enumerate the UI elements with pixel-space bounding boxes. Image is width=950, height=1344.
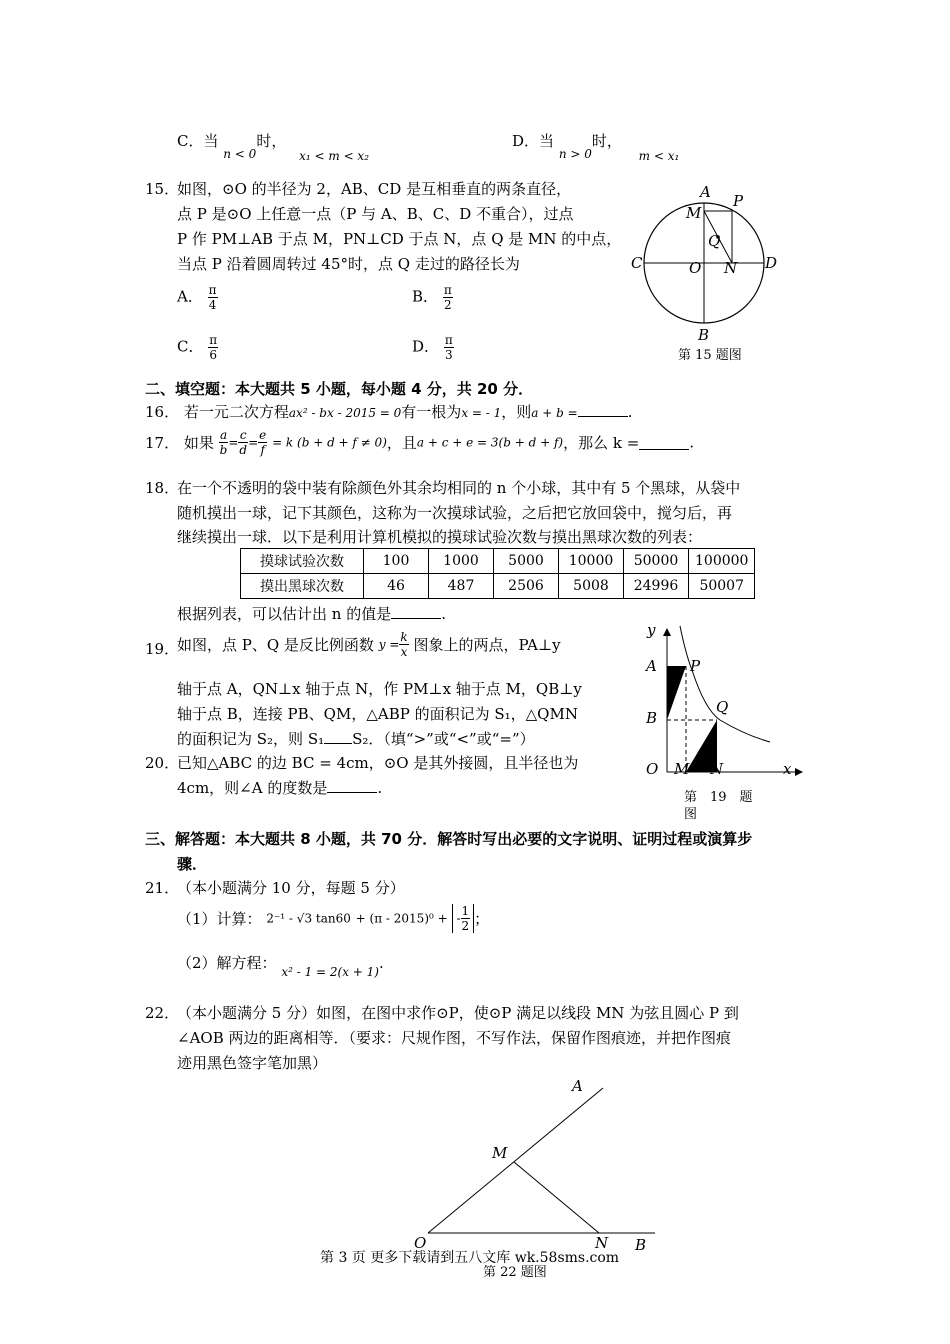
q19-line4b: S₂．（填“>”或“<”或“=”） [352,730,535,748]
q22-text-line2: ∠AOB 两边的距离相等．（要求：尺规作图，不写作法，保留作图痕迹，并把作图痕 [177,1029,731,1047]
q21-number: 21． [145,879,180,897]
q21-part2-label: （2）解方程： [177,954,277,972]
table-cell: 46 [364,574,429,599]
table-cell: 2506 [494,574,559,599]
q15-label-o: O [689,259,702,277]
q16-answer-blank[interactable] [578,402,628,417]
q17-pre: 如果 [183,434,214,452]
q17-condition: a + c + e = 3(b + d + f) [416,435,564,450]
q18-text-line2: 随机摸出一球，记下其颜色，这称为一次摸球试验，之后把它放回袋中，搅匀后，再 [177,504,733,522]
q19-func: y = [378,637,400,652]
q15-option-a [177,283,218,312]
q19-label-n: N [710,760,724,778]
q18-end: . [441,605,446,623]
q21-part1 [177,904,489,933]
q14-d-label: D．当 [512,132,555,150]
table-cell: 24996 [624,574,689,599]
q14-d-tail: 时， [591,132,622,150]
q16-post: ，则 [501,403,532,421]
q17-end: . [689,433,695,452]
q15-d-label: D． [412,337,440,356]
q22-caption: 第 22 题图 [483,1265,547,1280]
q17-fraction-ef: $\frac{e}{f}$ [259,428,267,457]
q15-figure [620,178,790,363]
q15-label-q: Q [708,232,721,250]
q15-label-d: D [765,254,778,272]
q16-end: . [627,403,633,421]
q16-ask: a + b = [531,406,578,420]
q14-d-expr: m < x₁ [638,149,680,163]
q20-answer-blank[interactable] [327,778,377,793]
q15-label-m: M [686,204,702,222]
q19-label-a: A [646,657,657,675]
q15-b-label: B． [412,287,439,306]
q19-answer-blank[interactable] [324,729,352,744]
q20-line2 [177,777,382,798]
q19-label-m: M [674,760,690,778]
q17-number: 17． [145,434,180,452]
table-row [241,574,755,599]
q19-text-line2: 轴于点 A，QN⊥x 轴于点 N，作 PM⊥x 轴于点 M，QB⊥y [177,680,582,698]
q22-label-b: B [635,1236,647,1254]
q20-text-line1: 已知△ABC 的边 BC = 4cm，⊙O 是其外接圆，且半径也为 [177,754,579,772]
q19-label-b: B [646,709,658,727]
q22-segment-mn [514,1162,599,1233]
q18-text-line3: 继续摸出一球．以下是利用计算机模拟的摸球试验次数与摸出黑球次数的列表： [177,528,703,546]
table-cell: 5000 [494,549,559,574]
q16-equation: ax² - bx - 2015 = 0 [288,406,402,420]
q18-after [177,603,446,624]
section3-heading-cont: 骤． [177,855,208,873]
q19-caption-line1: 第 19 题 [684,790,753,805]
q18-table [240,548,755,599]
q15-b-fraction: $\frac{\pi}{2}$ [443,283,452,312]
q19-line1 [177,630,561,659]
q14-d-cond: n > 0 [558,147,592,161]
table-cell: 100 [364,549,429,574]
q15-text-line2: 点 P 是⊙O 上任意一点（P 与 A、B、C、D 不重合），过点 [177,205,574,223]
q19-label-o: O [646,760,659,778]
page-footer: 第 3 页 更多下载请到五八文库 wk.58sms.com [320,1250,620,1266]
q15-c-label: C． [177,337,204,356]
q19-label-q: Q [716,698,729,716]
q14-option-c [177,130,370,163]
q16-root: x = - 1 [461,406,502,420]
table-cell: 50007 [689,574,755,599]
table-cell: 5008 [559,574,624,599]
table-cell: 10000 [559,549,624,574]
q22-label-a: A [572,1077,583,1095]
table-cell: 摸出黑球次数 [241,574,364,599]
q17-equation: = k (b + d + f ≠ 0) [272,435,387,450]
q15-label-n: N [724,259,738,277]
section2-heading: 二、填空题：本大题共 5 小题，每小题 4 分，共 20 分． [145,380,534,398]
q19-triangle-abp [667,666,686,720]
q15-a-fraction: $\frac{\pi}{4}$ [208,283,217,312]
q19-line4a: 的面积记为 S₂，则 S₁ [177,730,325,748]
q15-text-line3: P 作 PM⊥AB 于点 M，PN⊥CD 于点 N，点 Q 是 MN 的中点， [177,230,622,248]
q15-option-c [177,333,218,362]
q19-figure [640,620,805,825]
q21-expr3: x² - 1 = 2(x + 1) [281,965,379,979]
section3-heading: 三、解答题：本大题共 8 小题，共 70 分．解答时写出必要的文字说明、证明过程或演算步 [145,830,753,848]
q21-absolute-value: - $\frac{1}{2}$ [452,904,474,933]
q19-number: 19． [145,640,180,658]
table-row [241,549,755,574]
table-cell: 1000 [429,549,494,574]
q21-expr1: 2⁻¹ - √3 tan60 [266,911,351,926]
q15-label-a: A [700,183,711,201]
q19-label-p: P [690,657,701,675]
q15-text-line4: 当点 P 沿着圆周转过 45°时，点 Q 走过的路径长为 [177,255,520,273]
q22-ray-oa [428,1088,603,1233]
q17-fraction-cd: $\frac{c}{d}$ [239,428,248,457]
q14-option-d [512,130,680,163]
table-cell: 487 [429,574,494,599]
q19-label-x: x [783,760,792,778]
q20-number: 20． [145,754,180,772]
q16 [145,401,632,422]
q20-line2-text: 4cm，则∠A 的度数是 [177,779,328,797]
q19-curve [680,626,770,742]
q17-fraction-ab: $\frac{a}{b}$ [219,428,228,457]
q17-post: ，那么 k = [563,434,640,452]
q15-d-fraction: $\frac{\pi}{3}$ [444,333,453,362]
q22-number: 22． [145,1004,180,1022]
q22-label-o: O [414,1234,427,1252]
q14-c-expr: x₁ < m < x₂ [299,149,370,163]
q19-text-line3: 轴于点 B，连接 PB、QM，△ABP 的面积记为 S₁，△QMN [177,705,578,723]
q19-line1b: 图象上的两点，PA⊥y [413,636,561,654]
q18-answer-blank[interactable] [391,604,441,619]
table-cell: 100000 [689,549,755,574]
q16-pre: 若一元二次方程 [183,403,289,421]
q21-expr2: + (π - 2015)⁰ + [355,911,448,926]
q15-option-d [412,333,454,362]
q15-a-label: A． [177,287,203,306]
q19-fraction: $\frac{k}{x}$ [400,630,408,659]
q14-c-cond: n < 0 [223,147,257,161]
q22-text-line1: （本小题满分 5 分）如图，在图中求作⊙P，使⊙P 满足以线段 MN 为弦且圆心 P 到 [177,1004,739,1022]
q15-label-b: B [698,326,710,344]
q18-text-line1: 在一个不透明的袋中装有除颜色外其余均相同的 n 个小球，其中有 5 个黑球，从袋中 [177,479,741,497]
q19-line1a: 如图，点 P、Q 是反比例函数 [177,636,374,654]
q15-option-b [412,283,453,312]
q19-caption-line2: 图 [684,807,698,822]
q15-text-line1: 如图，⊙O 的半径为 2，AB、CD 是互相垂直的两条直径， [177,180,572,198]
q22-text-line3: 迹用黑色签字笔加黑） [177,1054,328,1072]
table-cell: 50000 [624,549,689,574]
q19-line4 [177,728,535,749]
q15-label-p: P [733,192,744,210]
q21-heading: （本小题满分 10 分，每题 5 分） [177,879,405,897]
q18-after-text: 根据列表，可以估计出 n 的值是 [177,605,392,623]
q21-part1-end: ； [474,910,490,928]
table-cell: 摸球试验次数 [241,549,364,574]
q19-label-y: y [647,621,656,639]
q18-number: 18． [145,479,180,497]
q14-c-label: C．当 [177,132,219,150]
q22-label-n: N [595,1234,609,1252]
q14-c-tail: 时， [256,132,287,150]
q22-label-m: M [492,1144,508,1162]
q15-number: 15． [145,180,180,198]
q21-part1-label: （1）计算： [177,910,262,928]
q16-number: 16． [145,403,180,421]
q17-answer-blank[interactable] [639,435,689,450]
q17: 17． 如果 $\frac{a}{b}$ = $\frac{c}{d}$ = $\frac{e}{f}$ = k (b + d + f ≠ 0)，且a + c + e = 3(b + d + f)，那么 k = . [145,428,695,457]
q20-end: . [377,779,383,797]
q17-mid: ，且 [386,434,417,452]
q16-mid: 有一根为 [401,403,462,421]
q21-part2 [177,952,384,979]
q21-part2-end: . [379,954,384,972]
q15-c-fraction: $\frac{\pi}{6}$ [209,333,218,362]
q19-y-arrow [663,628,671,636]
q15-caption: 第 15 题图 [678,348,742,363]
q19-x-arrow [795,768,803,776]
q15-label-c: C [631,254,643,272]
